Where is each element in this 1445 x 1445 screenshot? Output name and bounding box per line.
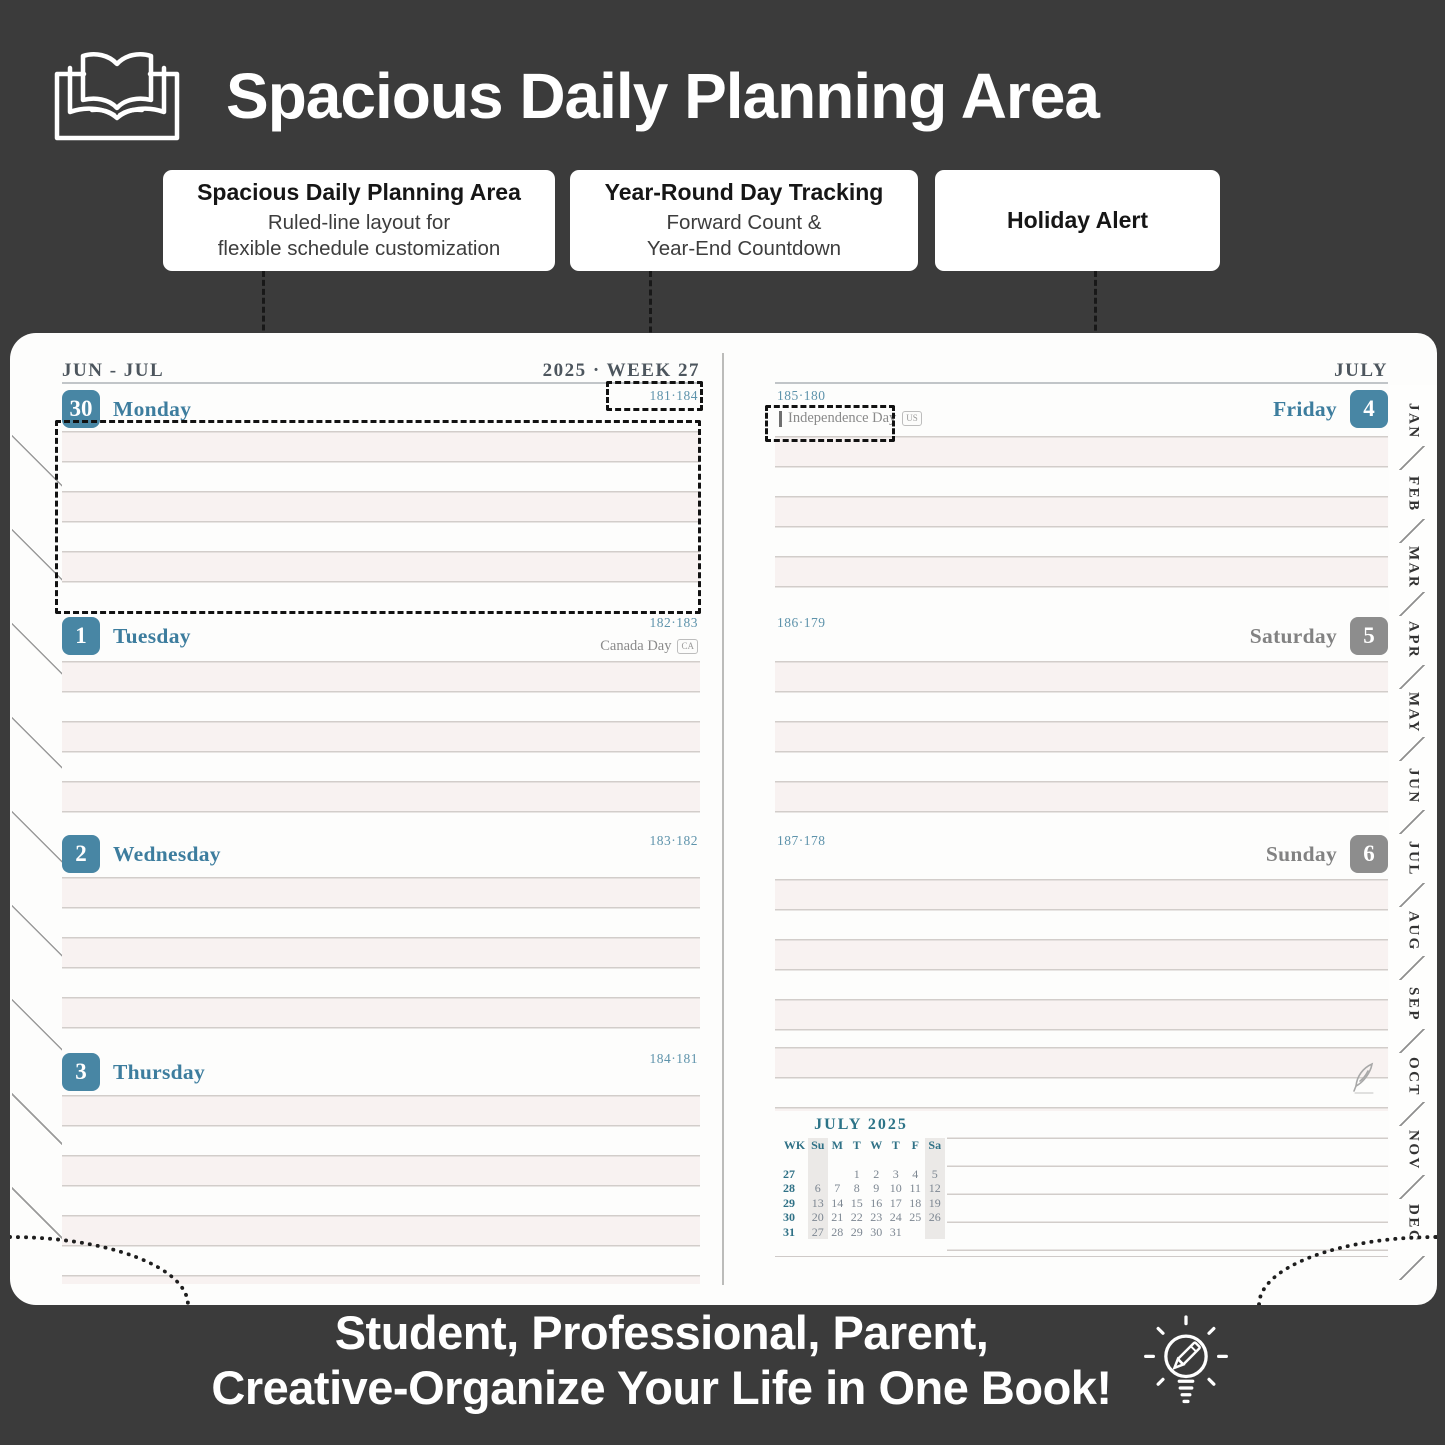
calendar-date-cell: 1 bbox=[853, 1166, 860, 1181]
calendar-date-cell: 5 bbox=[925, 1167, 945, 1182]
day-count: 186·179 bbox=[777, 615, 826, 630]
calendar-week-number: 31 bbox=[783, 1224, 795, 1239]
calendar-date-cell: 11 bbox=[909, 1181, 922, 1195]
day-number-badge: 6 bbox=[1350, 835, 1388, 873]
calendar-col-header: Sa bbox=[925, 1138, 945, 1167]
calendar-date-cell: 22 bbox=[850, 1210, 863, 1224]
week-label: 2025 · WEEK 27 bbox=[542, 360, 700, 381]
calendar-col-header: W bbox=[870, 1138, 883, 1152]
month-tab-label: SEP bbox=[1405, 987, 1422, 1023]
writing-area bbox=[775, 1047, 1388, 1111]
month-tab-label: JUN bbox=[1405, 767, 1422, 805]
calendar-date-cell: 12 bbox=[925, 1181, 945, 1196]
day-section-thursday bbox=[62, 1047, 700, 1284]
calendar-date-cell: 2 bbox=[873, 1166, 880, 1181]
calendar-week-number: 27 bbox=[783, 1166, 795, 1181]
callout-spacious-daily-planning bbox=[163, 170, 555, 271]
footer-tagline bbox=[211, 1306, 1111, 1416]
header bbox=[50, 48, 1099, 144]
day-number-badge: 4 bbox=[1350, 390, 1388, 428]
left-page-header bbox=[62, 358, 700, 384]
day-section-saturday bbox=[775, 611, 1388, 829]
writing-area bbox=[947, 1111, 1388, 1256]
month-tab-label: FEB bbox=[1405, 475, 1422, 513]
day-name: Friday bbox=[1273, 396, 1337, 421]
calendar-date-cell: 6 bbox=[808, 1181, 828, 1196]
holiday-name: Independence Day bbox=[788, 410, 897, 426]
holiday-marker-bar bbox=[779, 411, 782, 427]
calendar-date-cell: 4 bbox=[912, 1166, 919, 1181]
calendar-date-cell: 29 bbox=[850, 1224, 863, 1239]
calendar-date-cell bbox=[906, 1225, 926, 1240]
calendar-week-number: 28 bbox=[783, 1181, 795, 1195]
calendar-date-cell: 20 bbox=[808, 1210, 828, 1225]
calendar-date-cell: 15 bbox=[850, 1195, 863, 1210]
writing-area bbox=[775, 879, 1388, 1047]
right-page-header bbox=[775, 358, 1388, 384]
country-flag-chip: US bbox=[902, 411, 922, 426]
day-count: 185·180 bbox=[777, 388, 826, 403]
day-name: Tuesday bbox=[113, 623, 191, 648]
mini-calendar-title: JULY 2025 bbox=[814, 1116, 908, 1133]
calendar-week-number: 30 bbox=[783, 1210, 795, 1224]
month-tab-label: JAN bbox=[1405, 403, 1422, 440]
left-page bbox=[62, 358, 700, 1284]
calendar-date-cell: 23 bbox=[870, 1210, 883, 1224]
calendar-date-cell: 30 bbox=[870, 1224, 883, 1239]
callout-title: Spacious Daily Planning Area bbox=[197, 179, 521, 206]
holiday-name: Canada Day bbox=[600, 638, 672, 654]
callout-title: Holiday Alert bbox=[1006, 207, 1148, 234]
calendar-date-cell: 17 bbox=[889, 1195, 902, 1210]
month-range-label: JUN - JUL bbox=[62, 360, 165, 381]
calendar-date-cell: 9 bbox=[873, 1181, 880, 1195]
day-section-tuesday bbox=[62, 611, 700, 829]
footer-line-2: Creative-Organize Your Life in One Book! bbox=[211, 1360, 1112, 1414]
day-number-badge: 3 bbox=[62, 1053, 100, 1091]
calendar-col-header: M bbox=[831, 1138, 843, 1152]
day-count: 187·178 bbox=[777, 833, 826, 848]
month-tab-label: JUL bbox=[1405, 840, 1422, 877]
callout-title: Year-Round Day Tracking bbox=[604, 179, 884, 206]
calendar-date-cell: 25 bbox=[909, 1210, 922, 1224]
month-tab-label: OCT bbox=[1405, 1057, 1422, 1098]
callout-year-round-tracking bbox=[570, 170, 918, 271]
month-tab-label: NOV bbox=[1405, 1129, 1422, 1171]
callout-body-line: Forward Count & bbox=[666, 211, 822, 235]
planner-spread bbox=[10, 333, 1437, 1305]
day-count: 182·183 bbox=[649, 615, 698, 630]
day-name: Wednesday bbox=[113, 841, 221, 866]
day-name: Sunday bbox=[1265, 841, 1337, 866]
mini-calendar-grid bbox=[781, 1138, 947, 1239]
footer bbox=[0, 1306, 1445, 1416]
quill-icon bbox=[1350, 1061, 1378, 1095]
month-tabs bbox=[1389, 385, 1437, 1260]
callout-body-line: flexible schedule customization bbox=[217, 237, 501, 261]
calendar-date-cell: 28 bbox=[831, 1224, 844, 1239]
writing-area bbox=[775, 661, 1388, 829]
calendar-col-header: Su bbox=[808, 1138, 828, 1167]
day-section-wednesday bbox=[62, 829, 700, 1047]
country-flag-chip: CA bbox=[677, 639, 698, 654]
day-number-badge: 5 bbox=[1350, 617, 1388, 655]
calendar-date-cell: 21 bbox=[831, 1210, 844, 1224]
writing-area bbox=[62, 661, 700, 829]
day-count: 183·182 bbox=[649, 833, 698, 848]
right-page bbox=[775, 358, 1388, 1284]
page-title: Spacious Daily Planning Area bbox=[226, 60, 1099, 132]
calendar-col-header: T bbox=[852, 1138, 861, 1152]
calendar-date-cell bbox=[925, 1225, 945, 1240]
day-number-badge: 2 bbox=[62, 835, 100, 873]
month-tab-label: MAR bbox=[1405, 545, 1422, 589]
month-tab-label: MAY bbox=[1405, 692, 1422, 734]
calendar-date-cell: 14 bbox=[831, 1195, 844, 1210]
page-edge-hatching bbox=[12, 419, 62, 1281]
calendar-date-cell: 7 bbox=[834, 1181, 841, 1195]
day-count: 181·184 bbox=[649, 388, 698, 403]
calendar-date-cell: 16 bbox=[870, 1195, 883, 1210]
calendar-date-cell: 10 bbox=[889, 1181, 902, 1195]
month-label: JULY bbox=[1334, 360, 1388, 381]
day-section-sunday bbox=[775, 829, 1388, 1047]
calendar-date-cell: 8 bbox=[853, 1181, 860, 1195]
calendar-date-cell: 27 bbox=[808, 1225, 828, 1240]
open-book-icon bbox=[50, 48, 184, 144]
callout-body-line: Year-End Countdown bbox=[646, 237, 842, 261]
footer-line-1: Student, Professional, Parent, bbox=[334, 1306, 989, 1359]
day-section-friday bbox=[775, 384, 1388, 611]
calendar-date-cell: 18 bbox=[909, 1195, 922, 1210]
calendar-week-number: 29 bbox=[783, 1195, 795, 1210]
day-name: Thursday bbox=[113, 1059, 206, 1084]
day-number-badge: 1 bbox=[62, 617, 100, 655]
month-tab-jan bbox=[1389, 385, 1437, 458]
page-gutter bbox=[722, 353, 724, 1285]
day-name: Monday bbox=[113, 396, 192, 421]
calendar-date-cell bbox=[808, 1167, 828, 1182]
calendar-date-cell: 31 bbox=[889, 1224, 902, 1239]
day-count: 184·181 bbox=[649, 1051, 698, 1066]
writing-area bbox=[62, 877, 700, 1047]
holiday-label bbox=[779, 410, 922, 427]
calendar-date-cell: 19 bbox=[925, 1196, 945, 1211]
month-tab-label: APR bbox=[1405, 620, 1422, 660]
mini-calendar bbox=[775, 1111, 947, 1256]
month-tab-label: AUG bbox=[1405, 911, 1422, 953]
calendar-col-header: WK bbox=[783, 1138, 806, 1152]
calendar-col-header: F bbox=[911, 1138, 919, 1152]
mini-calendar-row bbox=[775, 1111, 1388, 1257]
calendar-date-cell: 24 bbox=[889, 1210, 902, 1224]
callout-holiday-alert bbox=[935, 170, 1220, 271]
writing-area bbox=[775, 436, 1388, 611]
calendar-date-cell bbox=[828, 1167, 848, 1182]
day-name: Saturday bbox=[1249, 623, 1337, 648]
calendar-col-header: T bbox=[891, 1138, 900, 1152]
month-tab-label: DEC bbox=[1405, 1203, 1422, 1243]
callout-body-line: Ruled-line layout for bbox=[267, 211, 451, 235]
holiday-label bbox=[600, 638, 698, 655]
lightbulb-pencil-icon bbox=[1138, 1314, 1234, 1414]
calendar-date-cell: 26 bbox=[925, 1210, 945, 1225]
calendar-date-cell: 3 bbox=[892, 1166, 899, 1181]
writing-area bbox=[62, 431, 700, 611]
notes-section bbox=[775, 1047, 1388, 1284]
calendar-date-cell: 13 bbox=[808, 1196, 828, 1211]
day-section-monday bbox=[62, 384, 700, 611]
writing-area bbox=[62, 1095, 700, 1284]
day-number-badge: 30 bbox=[62, 390, 100, 428]
